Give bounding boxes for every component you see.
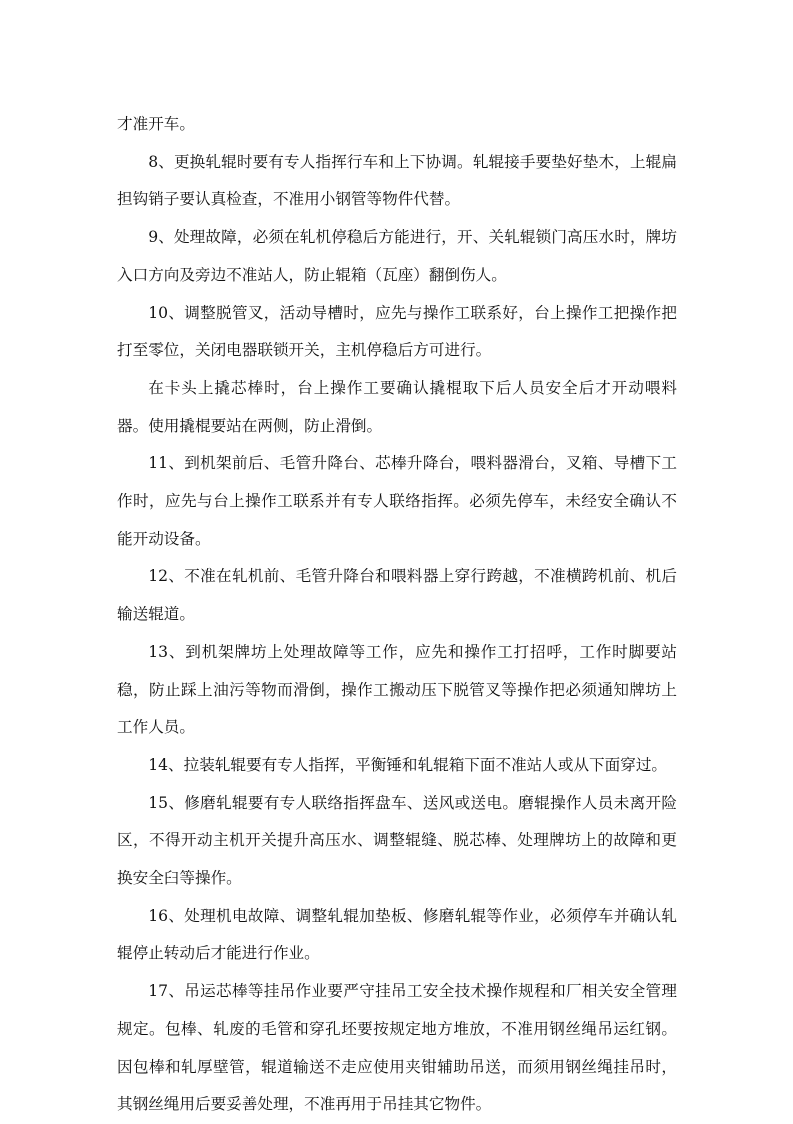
paragraph-item-14: 14、拉装轧辊要有专人指挥，平衡锤和轧辊箱下面不准站人或从下面穿过。 bbox=[148, 755, 668, 774]
paragraph-item-9: 9、处理故障，必须在轧机停稳后方能进行，开、关轧辊锁门高压水时，牌坊入口方向及旁边不准站人，防止辊箱（瓦座）翻倒伤人。 bbox=[117, 228, 677, 284]
paragraph-item-15: 15、修磨轧辊要有专人联络指挥盘车、送风或送电。磨辊操作人员未离开险区，不得开动主机开关提升高压水、调整辊缝、脱芯棒、处理牌坊上的故障和更换安全臼等操作。 bbox=[117, 793, 677, 888]
paragraph-item-10: 10、调整脱管叉，活动导槽时，应先与操作工联系好，台上操作工把操作把打至零位，关闭电器联锁开关，主机停稳后方可进行。 bbox=[117, 303, 677, 360]
paragraph-item-10-note: 在卡头上撬芯棒时，台上操作工要确认撬棍取下后人员安全后才开动喂料器。使用撬棍要站在两侧，防止滑倒。 bbox=[117, 378, 677, 435]
paragraph-item-13: 13、到机架牌坊上处理故障等工作，应先和操作工打招呼，工作时脚要站稳，防止踩上油污等物而滑倒，操作工搬动压下脱管叉等操作把必须通知牌坊上工作人员。 bbox=[117, 642, 677, 737]
paragraph-item-16: 16、处理机电故障、调整轧辊加垫板、修磨轧辊等作业，必须停车并确认轧辊停止转动后才能进行作业。 bbox=[117, 906, 677, 963]
paragraph-item-8: 8、更换轧辊时要有专人指挥行车和上下协调。轧辊接手要垫好垫木，上辊扁担钩销子要认真检查，不准用小钢管等物件代替。 bbox=[117, 152, 677, 209]
paragraph-item-11: 11、到机架前后、毛管升降台、芯棒升降台，喂料器滑台，叉箱、导槽下工作时，应先与台上操作工联系并有专人联络指挥。必须先停车，未经安全确认不能开动设备。 bbox=[117, 454, 677, 548]
paragraph-item-17: 17、吊运芯棒等挂吊作业要严守挂吊工安全技术操作规程和厂相关安全管理规定。包棒、轧废的毛管和穿孔坯要按规定地方堆放，不准用钢丝绳吊运红钢。因包棒和轧厚壁管，辊道输送不走应使用夹钳辅助吊送，而须用钢丝绳挂吊时，其钢丝绳用后要妥善处理，不准再用于吊挂其它物件。 bbox=[117, 982, 677, 1114]
document-page bbox=[117, 106, 677, 1124]
paragraph-continuation: 才准开车。 bbox=[117, 115, 195, 133]
paragraph-item-12: 12、不准在轧机前、毛管升降台和喂料器上穿行跨越，不准横跨机前、机后输送辊道。 bbox=[117, 567, 677, 624]
